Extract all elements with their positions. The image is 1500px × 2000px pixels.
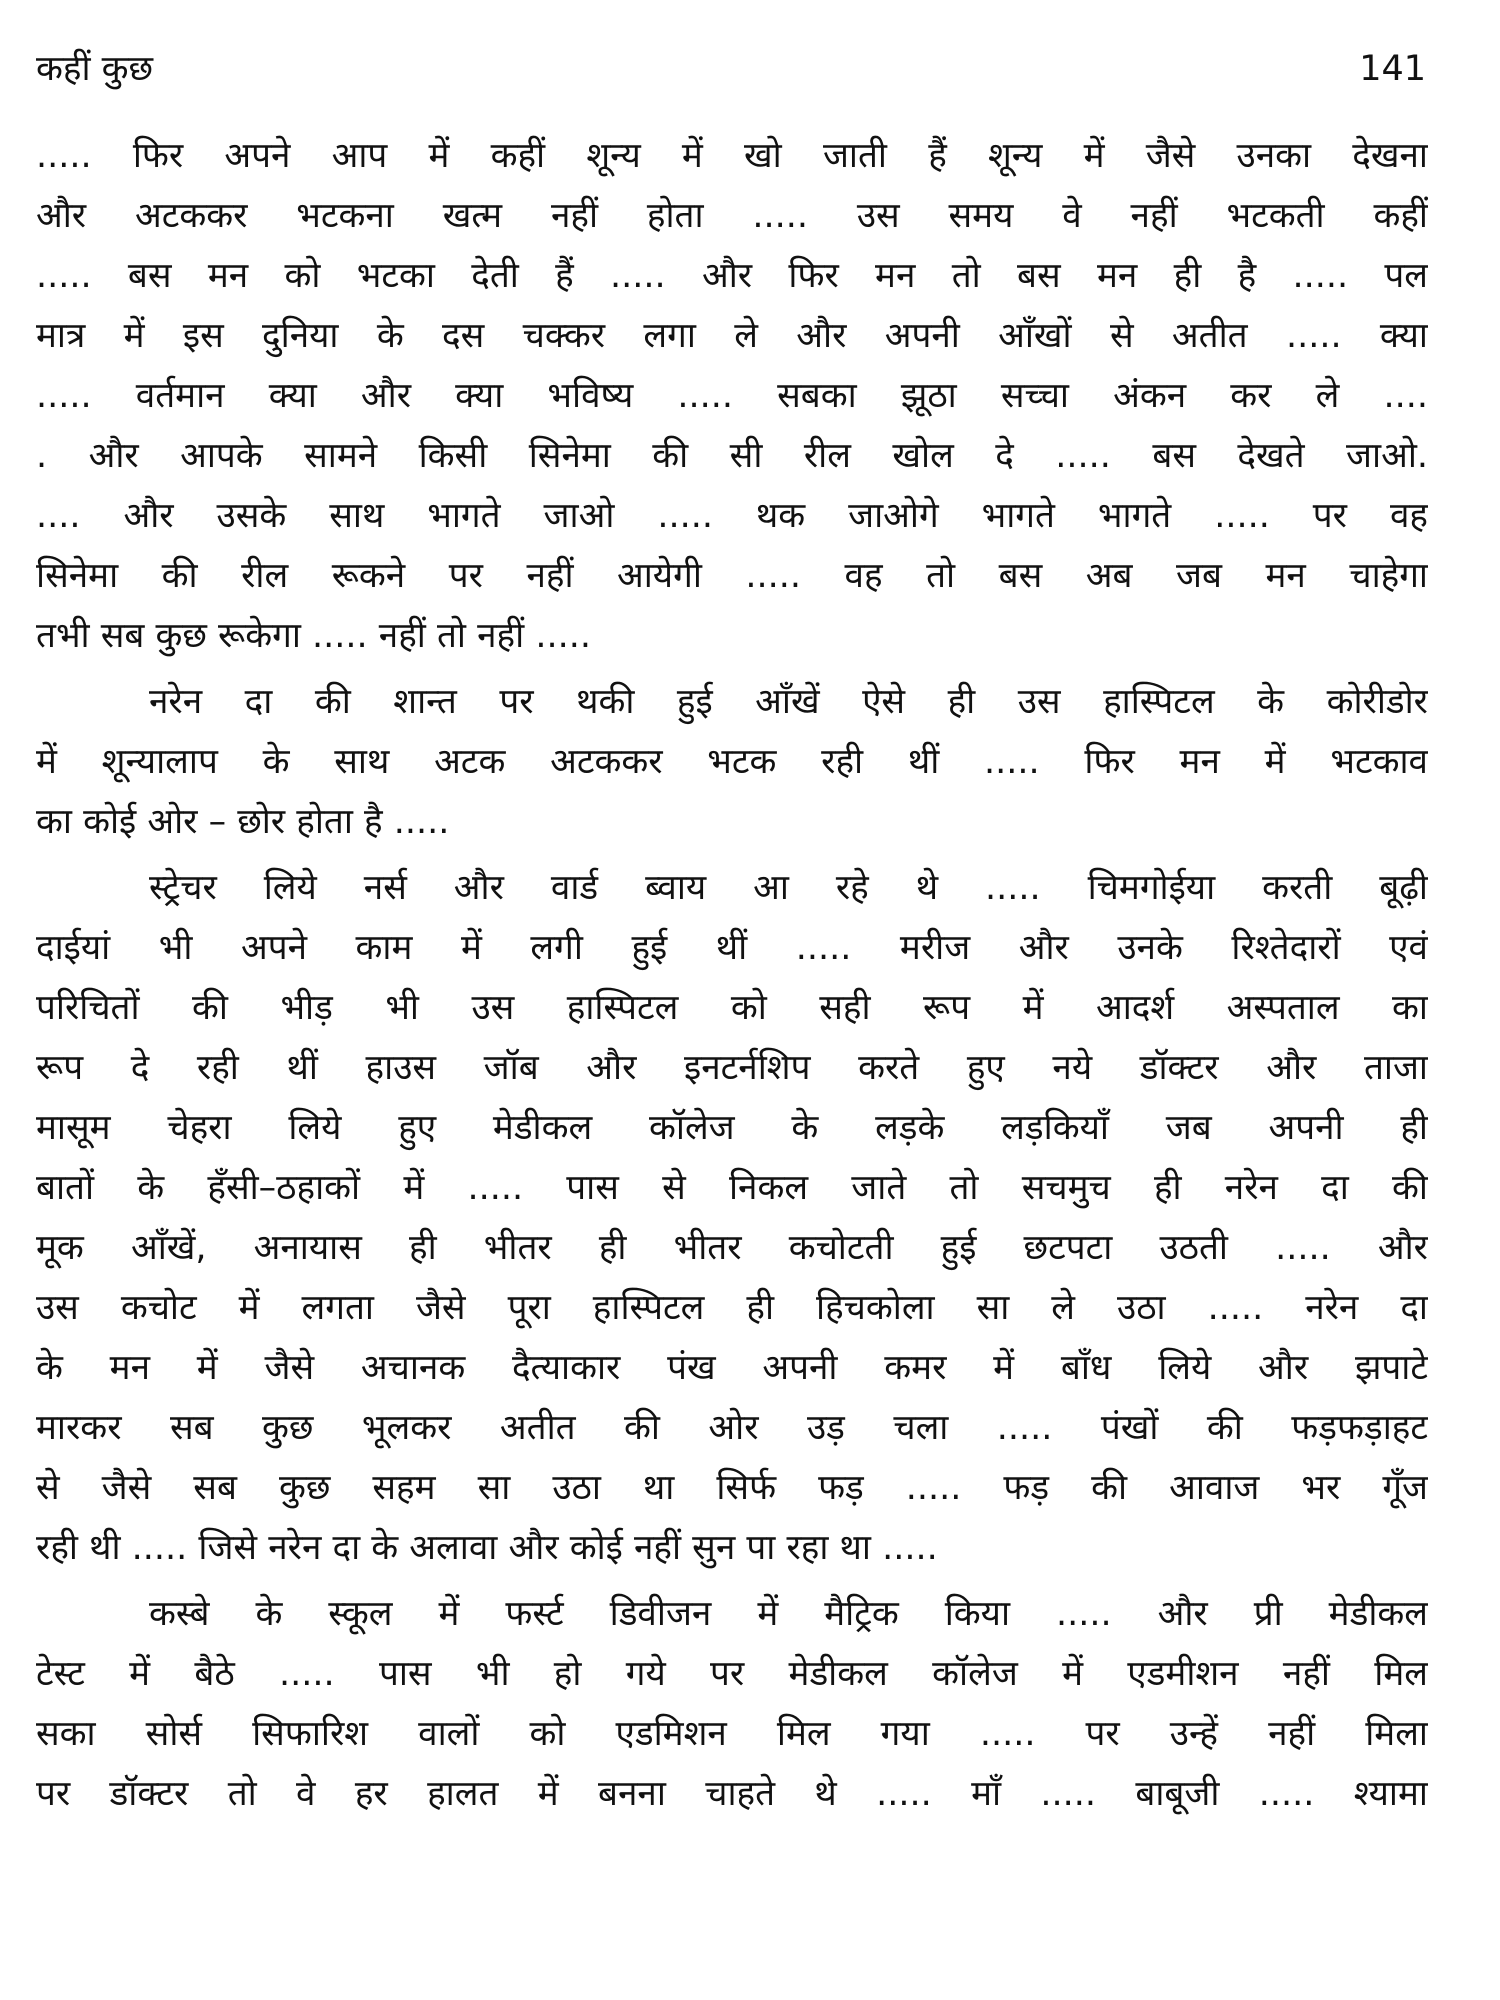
text-line: रूप दे रही थीं हाउस जॉब और इनटर्नशिप करते हुए नये डॉक्टर और ताजा: [36, 1048, 1428, 1088]
body-text: [36, 126, 1428, 1830]
text-line: स्ट्रेचर लिये नर्स और वार्ड ब्वाय आ रहे थे ..... चिमगोईया करती बूढ़ी: [149, 868, 1428, 908]
text-line: परिचितों की भीड़ भी उस हास्पिटल को सही रूप में आदर्श अस्पताल का: [36, 988, 1428, 1028]
text-line: . और आपके सामने किसी सिनेमा की सी रील खोल दे ..... बस देखते जाओ.: [36, 436, 1428, 476]
text-line: और अटककर भटकना खत्म नहीं होता ..... उस समय वे नहीं भटकती कहीं: [36, 196, 1428, 236]
text-line: नरेन दा की शान्त पर थकी हुई आँखें ऐसे ही उस हास्पिटल के कोरीडोर: [149, 682, 1428, 722]
text-line: मासूम चेहरा लिये हुए मेडीकल कॉलेज के लड़के लड़कियाँ जब अपनी ही: [36, 1108, 1428, 1148]
text-line: में शून्यालाप के साथ अटक अटककर भटक रही थीं ..... फिर मन में भटकाव: [36, 742, 1428, 782]
text-line: .... और उसके साथ भागते जाओ ..... थक जाओगे भागते भागते ..... पर वह: [36, 496, 1428, 536]
text-line: तभी सब कुछ रूकेगा ..... नहीं तो नहीं .....: [36, 616, 591, 656]
page-header: [36, 44, 1426, 94]
text-line: ..... बस मन को भटका देती हैं ..... और फिर मन तो बस मन ही है ..... पल: [36, 256, 1428, 296]
paragraph-3: [36, 858, 1428, 1578]
text-line: मूक आँखें, अनायास ही भीतर ही भीतर कचोटती हुई छटपटा उठती ..... और: [36, 1228, 1428, 1268]
text-line: बातों के हँसी–ठहाकों में ..... पास से निकल जाते तो सचमुच ही नरेन दा की: [36, 1168, 1428, 1208]
paragraph-2: [36, 672, 1428, 852]
text-line: दाईयां भी अपने काम में लगी हुई थीं ..... मरीज और उनके रिश्तेदारों एवं: [36, 928, 1428, 968]
text-line: रही थी ..... जिसे नरेन दा के अलावा और कोई नहीं सुन पा रहा था .....: [36, 1528, 938, 1568]
text-line: से जैसे सब कुछ सहम सा उठा था सिर्फ फड़ ..... फड़ की आवाज भर गूँज: [36, 1468, 1428, 1508]
text-line: उस कचोट में लगता जैसे पूरा हास्पिटल ही हिचकोला सा ले उठा ..... नरेन दा: [36, 1288, 1428, 1328]
text-line: का कोई ओर – छोर होता है .....: [36, 802, 450, 842]
page-number: 141: [1359, 49, 1426, 89]
text-line: मात्र में इस दुनिया के दस चक्कर लगा ले और अपनी आँखों से अतीत ..... क्या: [36, 316, 1428, 356]
text-line: कस्बे के स्कूल में फर्स्ट डिवीजन में मैट्रिक किया ..... और प्री मेडीकल: [149, 1594, 1428, 1634]
text-line: के मन में जैसे अचानक दैत्याकार पंख अपनी कमर में बाँध लिये और झपाटे: [36, 1348, 1428, 1388]
text-line: टेस्ट में बैठे ..... पास भी हो गये पर मेडीकल कॉलेज में एडमीशन नहीं मिल: [36, 1654, 1428, 1694]
text-line: ..... वर्तमान क्या और क्या भविष्य ..... सबका झूठा सच्चा अंकन कर ले ....: [36, 376, 1428, 416]
text-line: मारकर सब कुछ भूलकर अतीत की ओर उड़ चला ..... पंखों की फड़फड़ाहट: [36, 1408, 1428, 1448]
running-title: कहीं कुछ: [36, 49, 154, 89]
text-line: ..... फिर अपने आप में कहीं शून्य में खो जाती हैं शून्य में जैसे उनका देखना: [36, 136, 1428, 176]
text-line: सिनेमा की रील रूकने पर नहीं आयेगी ..... वह तो बस अब जब मन चाहेगा: [36, 556, 1428, 596]
text-line: सका सोर्स सिफारिश वालों को एडमिशन मिल गया ..... पर उन्हें नहीं मिला: [36, 1714, 1428, 1754]
text-line: पर डॉक्टर तो वे हर हालत में बनना चाहते थे ..... माँ ..... बाबूजी ..... श्यामा: [36, 1774, 1428, 1814]
paragraph-4: [36, 1584, 1428, 1824]
paragraph-1: [36, 126, 1428, 666]
